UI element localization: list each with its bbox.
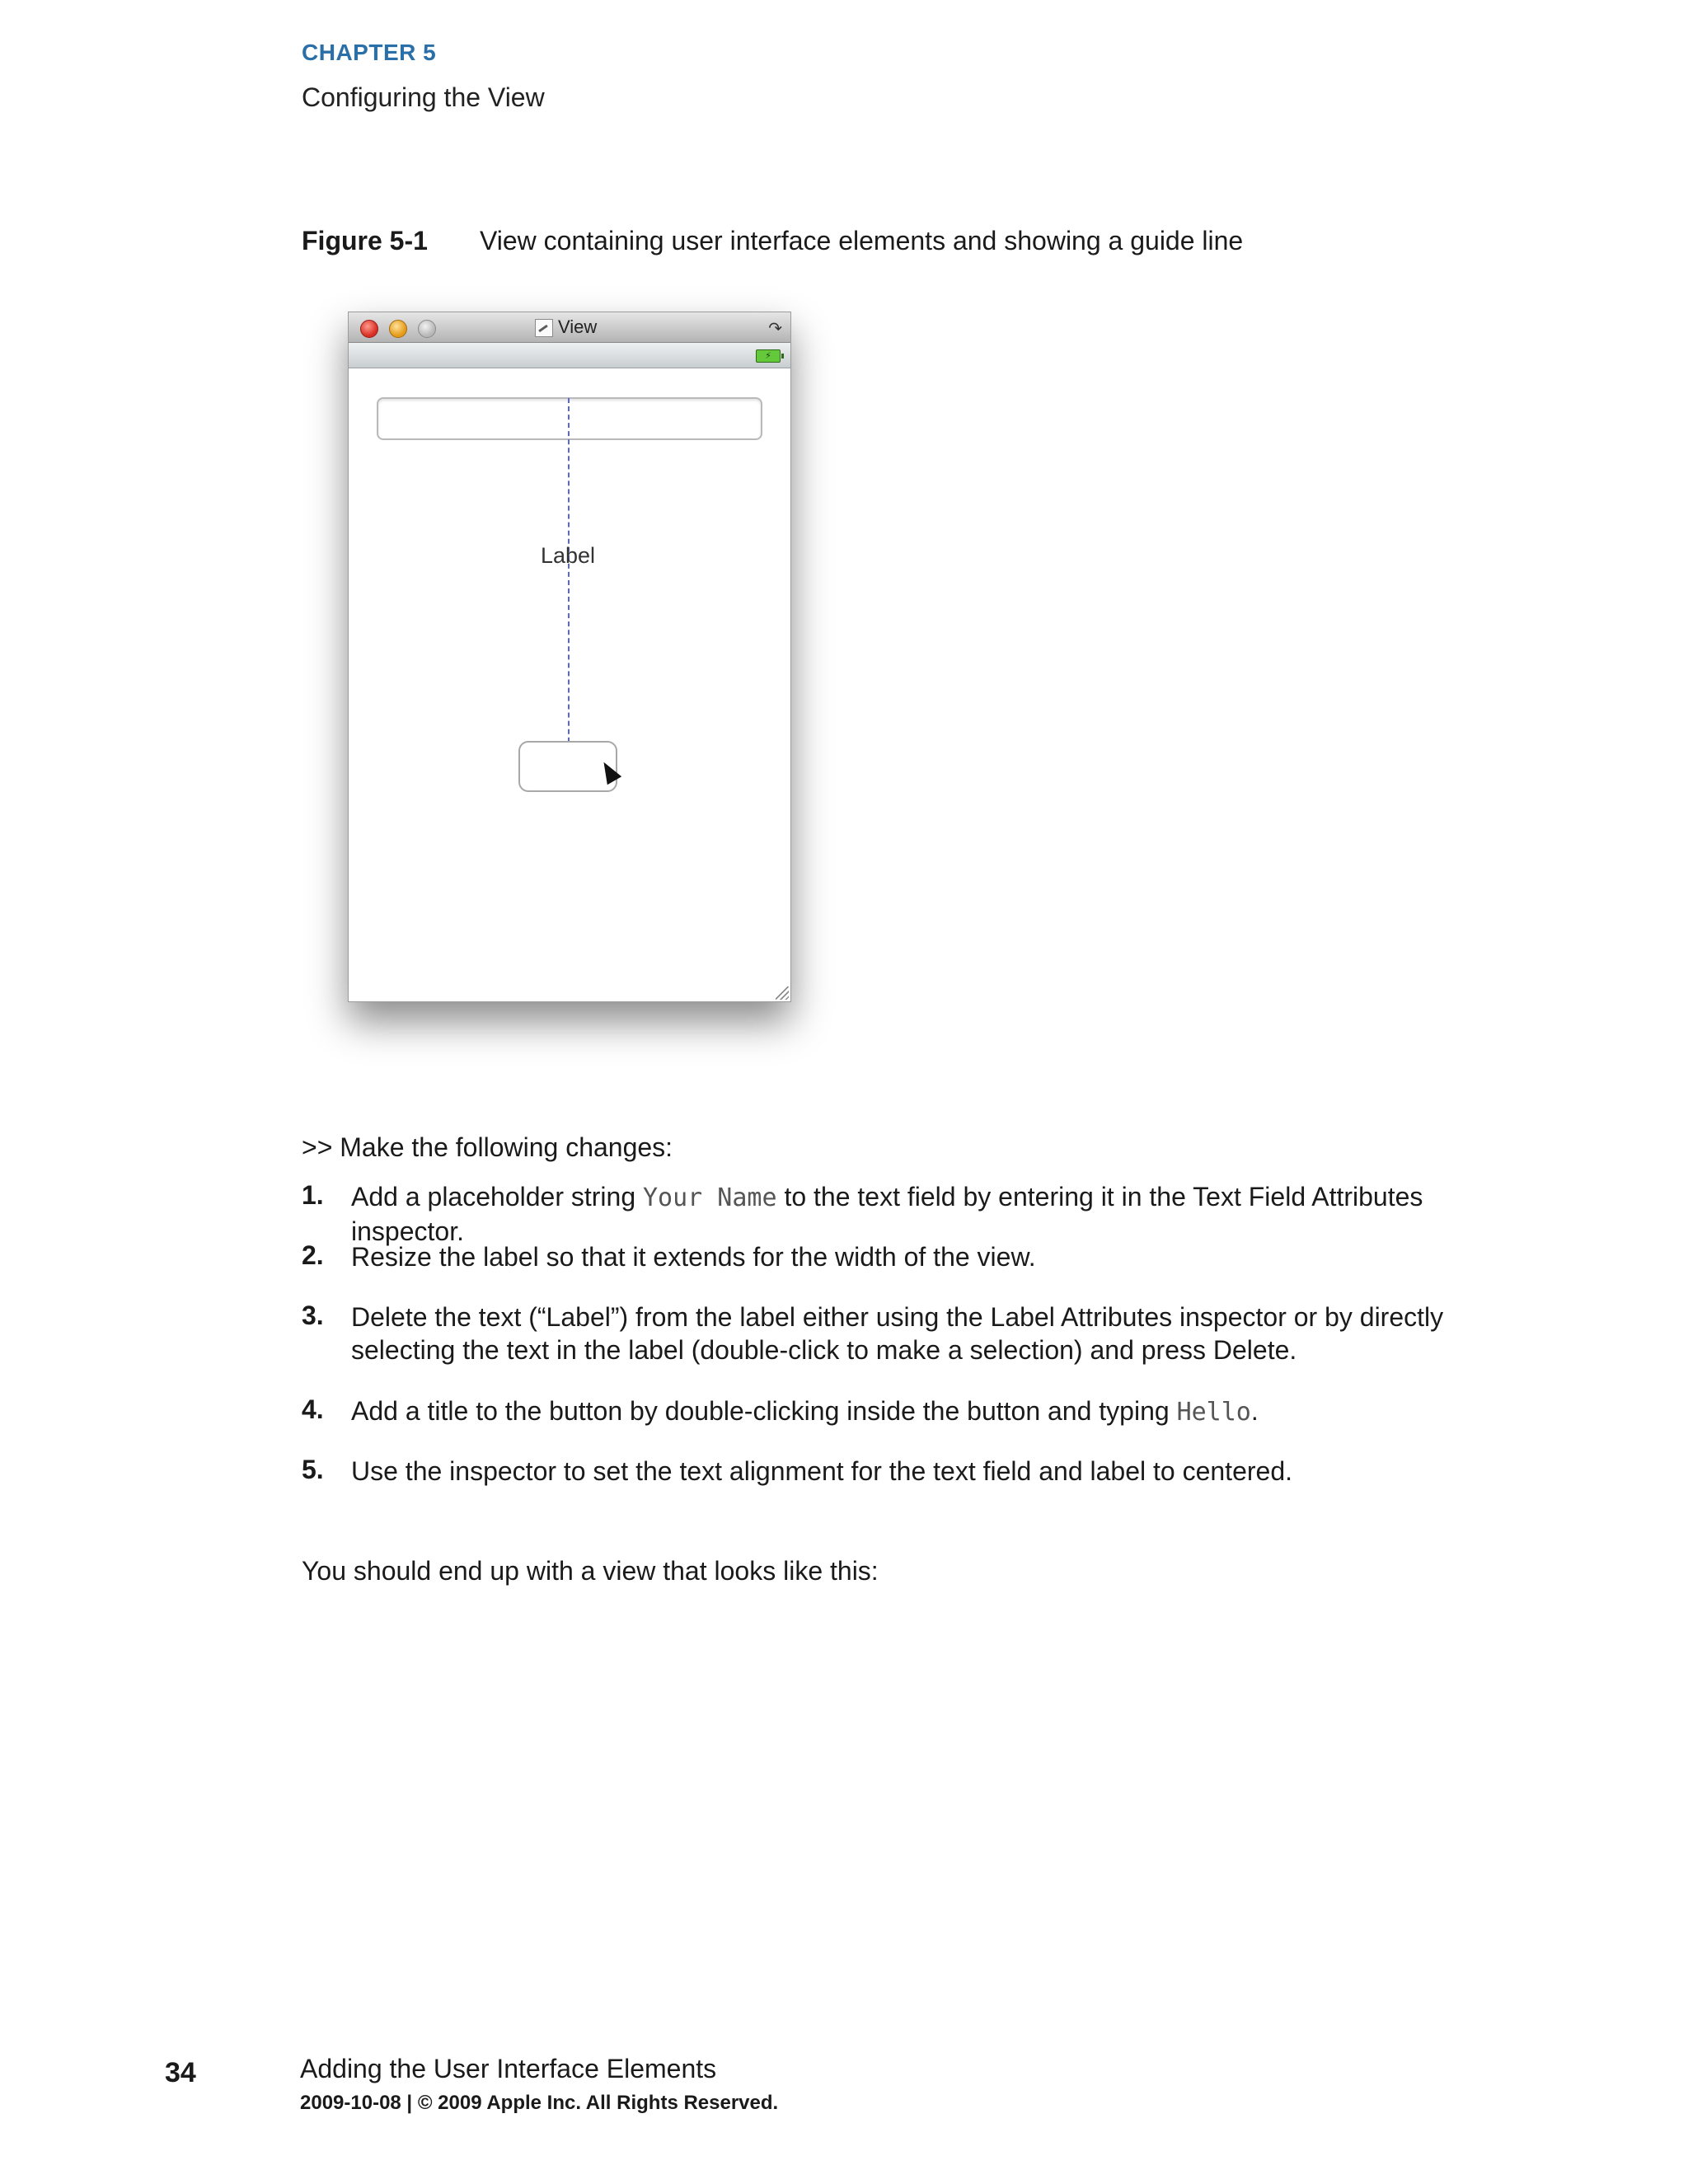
- text-field[interactable]: [377, 397, 762, 440]
- instructions-intro: >> Make the following changes:: [302, 1132, 673, 1162]
- figure-number: Figure 5-1: [302, 226, 428, 255]
- minimize-icon[interactable]: [389, 320, 407, 338]
- battery-icon: ⚡: [756, 349, 781, 363]
- step-number: 4.: [302, 1394, 324, 1424]
- step-text: Resize the label so that it extends for the width of the view.: [351, 1242, 1036, 1272]
- step-number: 2.: [302, 1240, 324, 1270]
- code-snippet: Your Name: [643, 1183, 777, 1212]
- window-titlebar[interactable]: [349, 312, 790, 343]
- page-number: 34: [165, 2057, 196, 2088]
- footer-section-title: Adding the User Interface Elements: [300, 2054, 717, 2083]
- step-text: [351, 1180, 1513, 1248]
- document-icon: [535, 319, 553, 337]
- status-bar: [349, 343, 790, 368]
- code-snippet: Hello: [1176, 1398, 1251, 1427]
- step-text-part: to the text field by entering it in the Text Field Attributes inspector.: [351, 1182, 1423, 1246]
- step-text: Use the inspector to set the text alignment for the text field and label to centered.: [351, 1456, 1292, 1486]
- chapter-title: Configuring the View: [302, 82, 545, 112]
- step-number: 3.: [302, 1301, 324, 1330]
- step-text: [351, 1394, 1513, 1429]
- step-text-part: Add a title to the button by double-clicking inside the button and typing: [351, 1396, 1177, 1426]
- window-title: View: [558, 316, 598, 337]
- guide-line: [568, 398, 570, 784]
- step-number: 1.: [302, 1180, 324, 1210]
- zoom-icon[interactable]: [418, 320, 436, 338]
- step-number: 5.: [302, 1455, 324, 1484]
- figure-caption: View containing user interface elements and showing a guide line: [480, 226, 1244, 255]
- step-text: Delete the text (“Label”) from the label either using the Label Attributes inspector or by directly selecting the text in the label (double-click to make a selection) and press Delete.: [351, 1302, 1444, 1365]
- footer-copyright: 2009-10-08 | © 2009 Apple Inc. All Rights Reserved.: [300, 2092, 779, 2114]
- view-label[interactable]: Label: [540, 543, 596, 568]
- step-text-part: .: [1250, 1396, 1259, 1426]
- instructions-outro: You should end up with a view that looks like this:: [302, 1556, 879, 1586]
- close-icon[interactable]: [360, 320, 378, 338]
- view-window: [348, 312, 791, 1002]
- rotate-icon[interactable]: ↷: [768, 320, 782, 338]
- chapter-label: CHAPTER 5: [302, 40, 437, 65]
- step-text-part: Add a placeholder string: [351, 1182, 643, 1212]
- resize-grip-icon[interactable]: [776, 987, 789, 1000]
